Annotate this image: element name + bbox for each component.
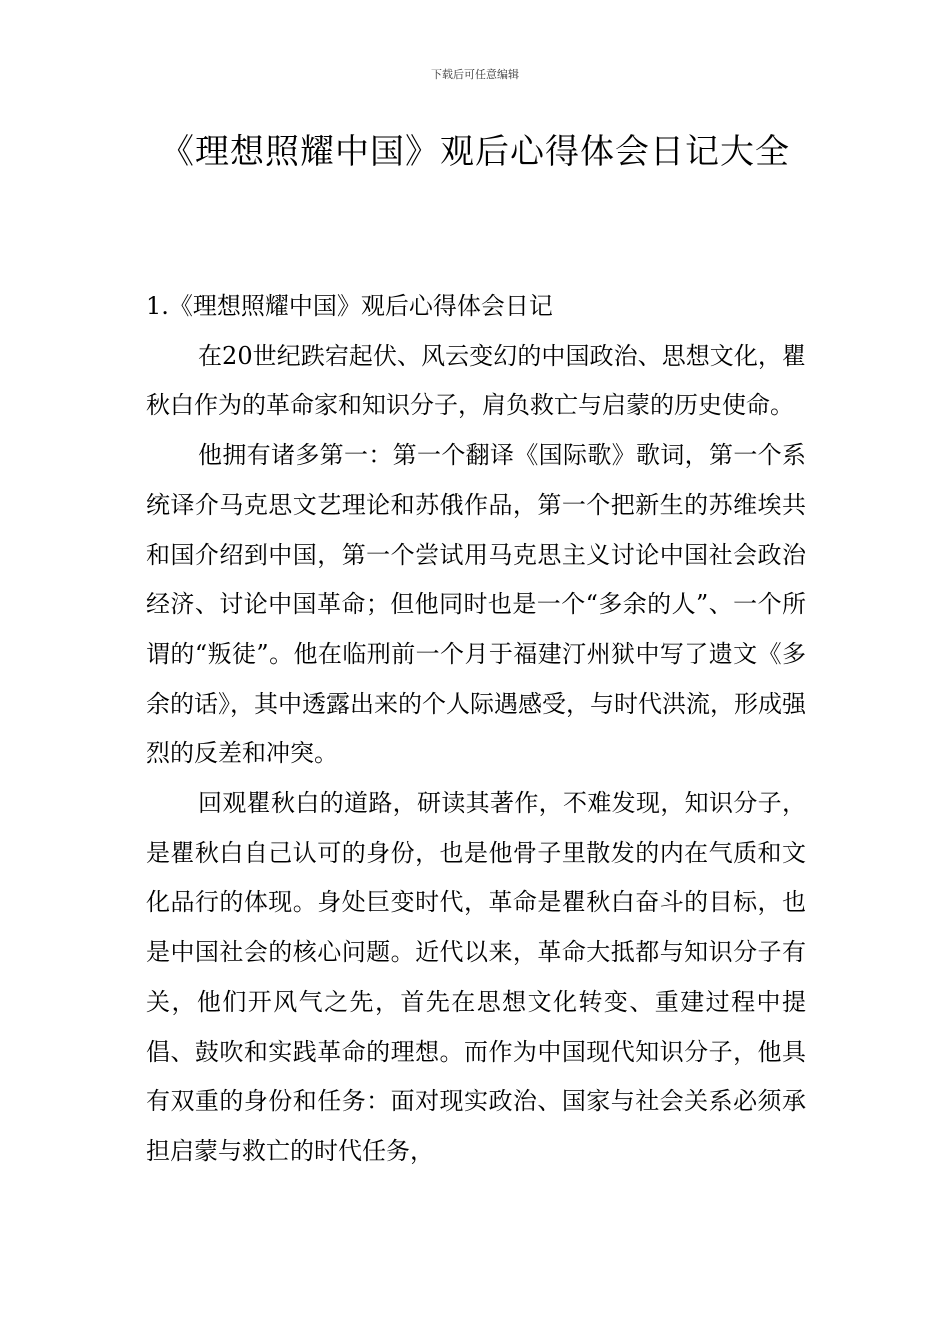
document-body: [146, 282, 806, 1177]
section-heading: 1.《理想照耀中国》观后心得体会日记: [146, 292, 553, 320]
paragraph-3: 回观瞿秋白的道路，研读其著作，不难发现，知识分子，是瞿秋白自己认可的身份，也是他骨子里散发的内在气质和文化品行的体现。身处巨变时代，革命是瞿秋白奋斗的目标，也是中国社会的核心问题。近代以来，革命大抵都与知识分子有关，他们开风气之先，首先在思想文化转变、重建过程中提倡、鼓吹和实践革命的理想。而作为中国现代知识分子，他具有双重的身份和任务：面对现实政治、国家与社会关系必须承担启蒙与救亡的时代任务，: [146, 789, 806, 1165]
paragraph-1: 在20世纪跌宕起伏、风云变幻的中国政治、思想文化，瞿秋白作为的革命家和知识分子，肩负救亡与启蒙的历史使命。: [146, 341, 806, 420]
paragraph-2: 他拥有诸多第一：第一个翻译《国际歌》歌词，第一个系统译介马克思文艺理论和苏俄作品，第一个把新生的苏维埃共和国介绍到中国，第一个尝试用马克思主义讨论中国社会政治经济、讨论中国革命；但他同时也是一个“多余的人”、一个所谓的“叛徒”。他在临刑前一个月于福建汀州狱中写了遗文《多余的话》，其中透露出来的个人际遇感受，与时代洪流，形成强烈的反差和冲突。: [146, 441, 806, 768]
document-title: 《理想照耀中国》观后心得体会日记大全: [160, 132, 790, 172]
header-note: 下载后可任意编辑: [431, 68, 519, 81]
